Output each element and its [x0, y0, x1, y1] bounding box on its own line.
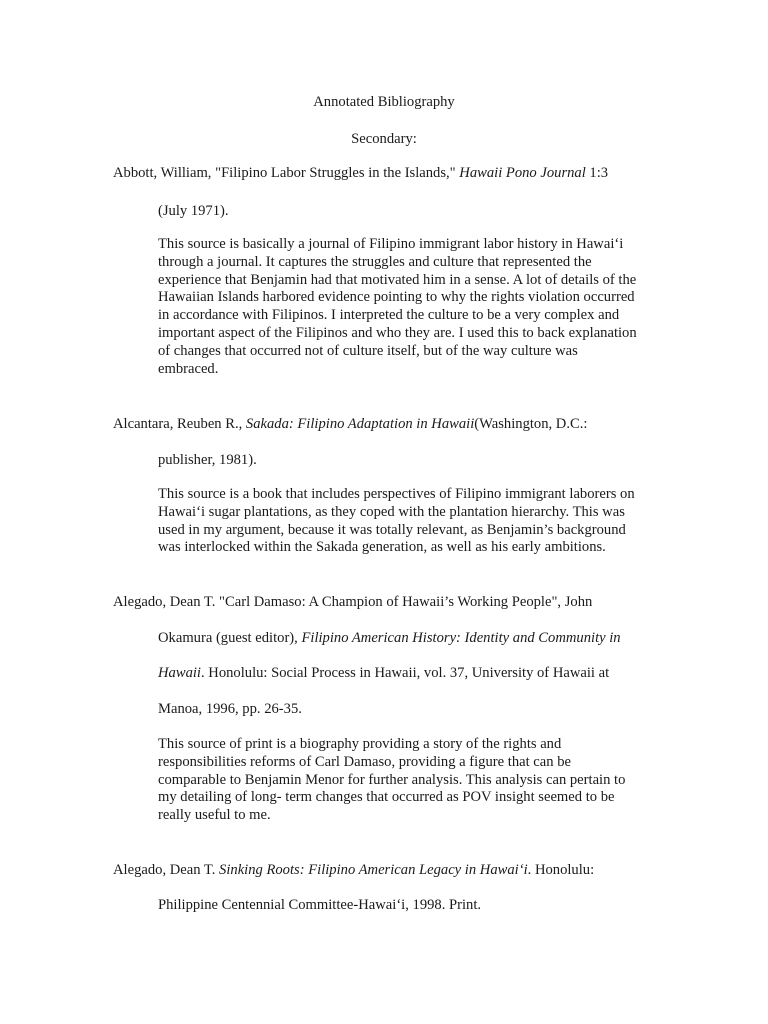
citation-line: publisher, 1981).: [158, 452, 257, 468]
document-title: Annotated Bibliography: [313, 94, 455, 110]
section-heading: Secondary:: [351, 131, 417, 147]
citation-line: Manoa, 1996, pp. 26-35.: [158, 701, 302, 717]
citation-line: Alegado, Dean T. "Carl Damaso: A Champion of Hawaii’s Working People", John: [113, 594, 593, 610]
citation-line: Abbott, William, "Filipino Labor Struggles in the Islands," Hawaii Pono Journal 1:3: [113, 165, 609, 181]
citation-line: Okamura (guest editor), Filipino American History: Identity and Community in: [158, 630, 621, 646]
annotation-paragraph: This source of print is a biography providing a story of the rights and responsibilities reforms of Carl Damaso, providing a figure that can be comparable to Benjamin Menor for further analysis. This analysis can pertain to my detailing of long- term changes that occurred as POV insight seemed to be really useful to me.: [158, 736, 626, 824]
annotation-paragraph: This source is a book that includes perspectives of Filipino immigrant laborers on Hawai‘i sugar plantations, as they coped with the plantation hierarchy. This was used in my argument, because it was totally relevant, as Benjamin’s background was interlocked within the Sakada generation, as well as his early ambitions.: [158, 486, 635, 556]
citation-line: Hawaii. Honolulu: Social Process in Hawaii, vol. 37, University of Hawaii at: [158, 665, 610, 681]
citation-line: Alegado, Dean T. Sinking Roots: Filipino American Legacy in Hawai‘i. Honolulu:: [113, 862, 595, 878]
citation-line: Alcantara, Reuben R., Sakada: Filipino Adaptation in Hawaii(Washington, D.C.:: [113, 416, 588, 432]
annotation-paragraph: This source is basically a journal of Filipino immigrant labor history in Hawai‘i through a journal. It captures the struggles and culture that represented the experience that Benjamin had that motivated him in a sense. A lot of details of the Hawaiian Islands harbored evidence pointing to why the rights violation occurred in accordance with Filipinos. I interpreted the culture to be a very complex and important aspect of the Filipinos and who they are. I used this to back explanation of changes that occurred not of culture itself, but of the way culture was embraced.: [158, 236, 637, 377]
citation-line: (July 1971).: [158, 203, 229, 219]
citation-line: Philippine Centennial Committee-Hawai‘i, 1998. Print.: [158, 897, 482, 913]
